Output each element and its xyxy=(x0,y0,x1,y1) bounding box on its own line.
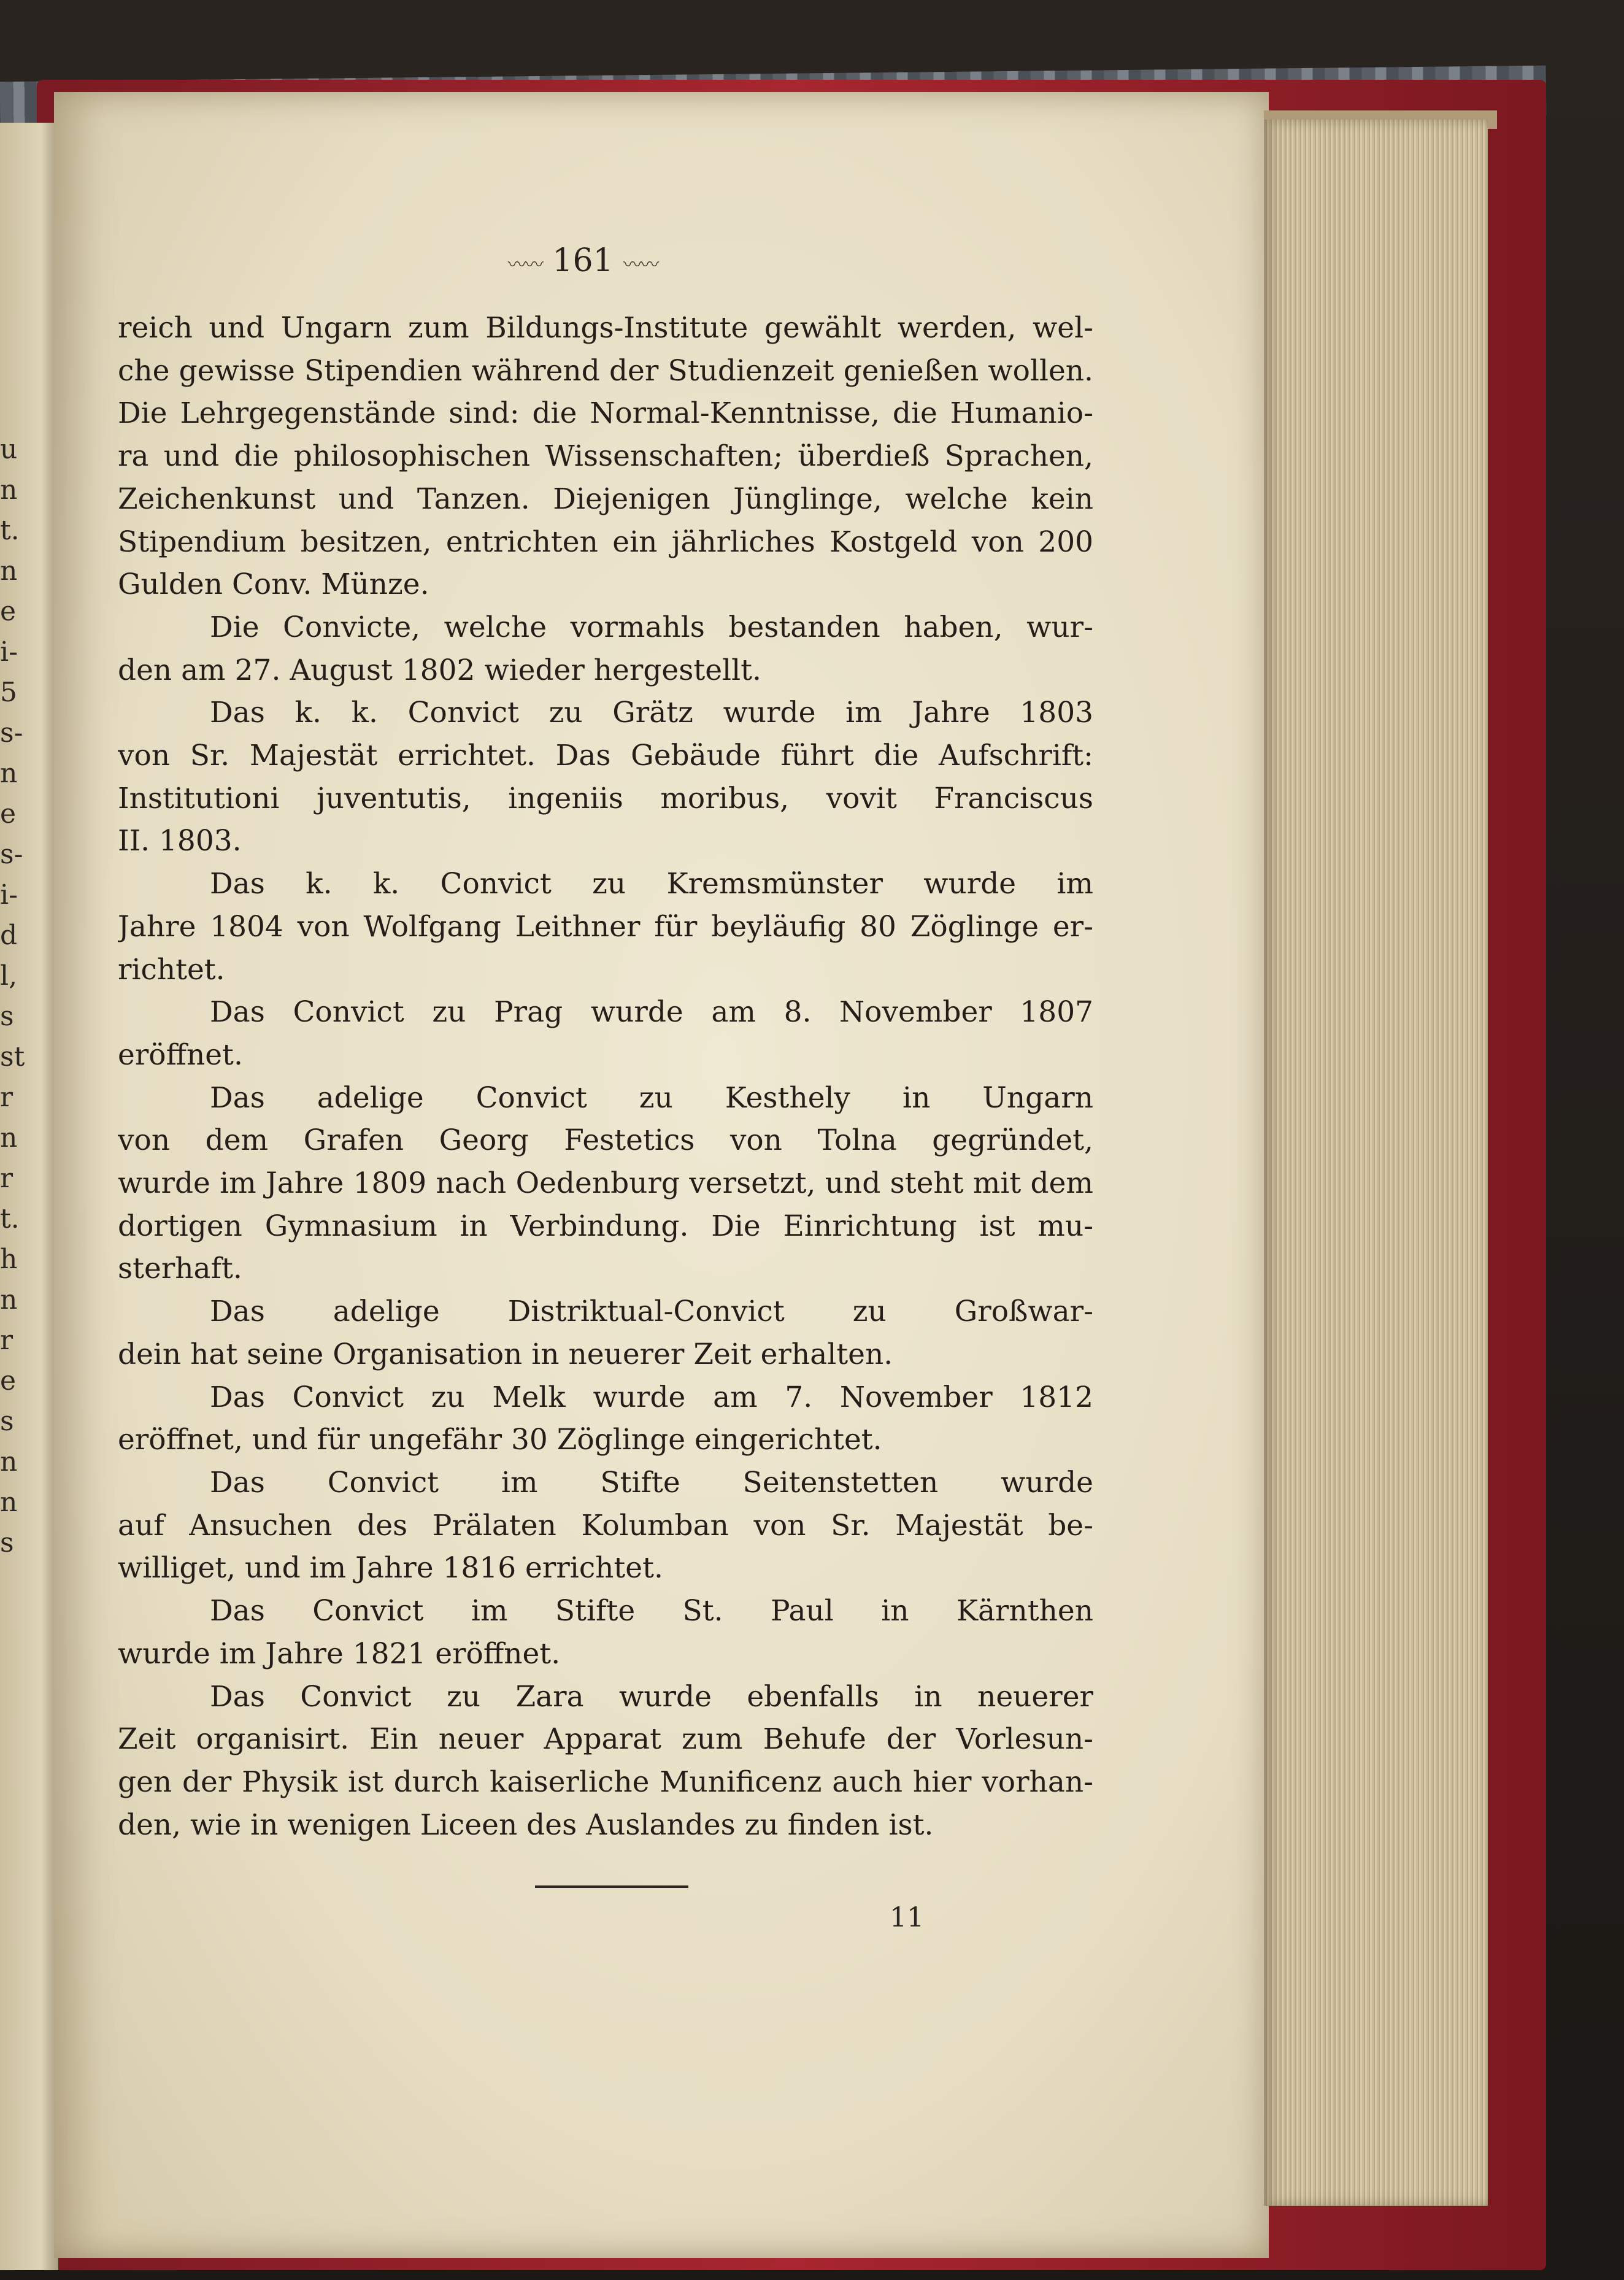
left-fragment: d xyxy=(0,920,18,951)
text-line: Zeit organisirt. Ein neuer Apparat zum Behufe der Vorlesun- xyxy=(118,1722,1093,1757)
text-line: II. 1803. xyxy=(118,824,242,858)
left-fragment: u xyxy=(0,434,18,465)
text-line: reich und Ungarn zum Bildungs-Institute gewählt werden, wel- xyxy=(118,311,1093,345)
left-fragment: st xyxy=(0,1041,25,1073)
left-fragment: e xyxy=(0,798,17,830)
left-fragment: n xyxy=(0,555,18,587)
text-line: Institutioni juventutis, ingeniis moribus, vovit Franciscus xyxy=(118,781,1093,815)
text-line: sterhaft. xyxy=(118,1252,242,1286)
text-line: Das adelige Convict zu Kesthely in Ungarn xyxy=(210,1080,1093,1115)
left-fragment: i- xyxy=(0,636,18,668)
left-fragment: n xyxy=(0,1284,18,1315)
left-fragment: n xyxy=(0,758,18,789)
left-fragment: n xyxy=(0,1122,18,1153)
left-fragment: l, xyxy=(0,960,18,992)
text-line: Die Convicte, welche vormahls bestanden haben, wur- xyxy=(210,610,1093,644)
left-fragment: i- xyxy=(0,879,18,911)
text-line: Stipendium besitzen, entrichten ein jährliches Kostgeld von 200 xyxy=(118,525,1093,559)
left-fragment: n xyxy=(0,1487,18,1518)
text-line: Das Convict im Stifte Seitenstetten wurde xyxy=(210,1465,1093,1500)
text-line: Jahre 1804 von Wolfgang Leithner für beyläufig 80 Zöglinge er- xyxy=(118,909,1093,944)
text-line: Das Convict im Stifte St. Paul in Kärnthen xyxy=(210,1594,1093,1628)
left-fragment: s xyxy=(0,1001,14,1032)
page-block-edges xyxy=(1264,120,1488,2206)
left-fragment: n xyxy=(0,1446,18,1477)
text-line: williget, und im Jahre 1816 errichtet. xyxy=(118,1551,663,1585)
text-line: che gewisse Stipendien während der Studienzeit genießen wollen. xyxy=(118,353,1093,388)
left-page-edge xyxy=(0,123,58,2270)
text-line: von dem Grafen Georg Festetics von Tolna gegründet, xyxy=(118,1123,1093,1158)
header-ornament-right: 〰〰 xyxy=(623,254,658,276)
left-fragment: s xyxy=(0,1406,14,1437)
text-line: Das k. k. Convict zu Kremsmünster wurde im xyxy=(210,867,1093,901)
text-line: wurde im Jahre 1821 eröffnet. xyxy=(118,1636,561,1671)
text-line: Das adelige Distriktual-Convict zu Großwar- xyxy=(210,1295,1093,1329)
signature-mark: 11 xyxy=(890,1902,924,1933)
text-line: von Sr. Majestät errichtet. Das Gebäude führt die Aufschrift: xyxy=(118,739,1093,773)
left-fragment: s- xyxy=(0,839,23,870)
text-line: richtet. xyxy=(118,952,225,987)
text-line: dortigen Gymnasium in Verbindung. Die Einrichtung ist mu- xyxy=(118,1209,1093,1243)
text-line: eröffnet, und für ungefähr 30 Zöglinge eingerichtet. xyxy=(118,1423,882,1457)
text-line: Das Convict zu Zara wurde ebenfalls in neuerer xyxy=(210,1679,1093,1714)
left-page-text-fragments xyxy=(0,429,25,1563)
left-fragment: e xyxy=(0,1365,17,1396)
text-line: auf Ansuchen des Prälaten Kolumban von Sr. Majestät be- xyxy=(118,1508,1093,1542)
footer-rule xyxy=(535,1885,688,1888)
text-line: dein hat seine Organisation in neuerer Zeit erhalten. xyxy=(118,1337,893,1371)
page-number: 161 xyxy=(552,242,614,279)
left-fragment: t. xyxy=(0,515,20,546)
left-fragment: s xyxy=(0,1527,14,1558)
text-line: Zeichenkunst und Tanzen. Diejenigen Jünglinge, welche kein xyxy=(118,482,1093,516)
header-ornament-left: 〰〰 xyxy=(507,254,542,276)
text-line: Das Convict zu Prag wurde am 8. November 1807 xyxy=(210,995,1093,1030)
left-fragment: r xyxy=(0,1082,13,1113)
text-line: gen der Physik ist durch kaiserliche Munificenz auch hier vorhan- xyxy=(118,1765,1093,1799)
text-line: Gulden Conv. Münze. xyxy=(118,568,429,602)
text-line: Das Convict zu Melk wurde am 7. November 1812 xyxy=(210,1380,1093,1414)
text-line: wurde im Jahre 1809 nach Oedenburg versetzt, und steht mit dem xyxy=(118,1166,1093,1201)
text-line: Die Lehrgegenstände sind: die Normal-Kenntnisse, die Humanio- xyxy=(118,396,1093,431)
left-fragment: n xyxy=(0,474,18,506)
text-line: den, wie in wenigen Liceen des Auslandes zu finden ist. xyxy=(118,1808,934,1842)
text-line: eröffnet. xyxy=(118,1038,243,1072)
page-header xyxy=(454,242,712,285)
left-fragment: e xyxy=(0,596,17,627)
left-fragment: t. xyxy=(0,1203,20,1234)
text-line: Das k. k. Convict zu Grätz wurde im Jahre 1803 xyxy=(210,696,1093,730)
page-body-text xyxy=(118,307,1093,1846)
text-line: den am 27. August 1802 wieder hergestellt. xyxy=(118,653,761,687)
left-fragment: r xyxy=(0,1163,13,1194)
text-line: ra und die philosophischen Wissenschaften; überdieß Sprachen, xyxy=(118,439,1093,474)
left-fragment: 5 xyxy=(0,677,17,708)
left-fragment: h xyxy=(0,1244,18,1275)
left-fragment: r xyxy=(0,1325,13,1356)
left-fragment: s- xyxy=(0,717,23,749)
